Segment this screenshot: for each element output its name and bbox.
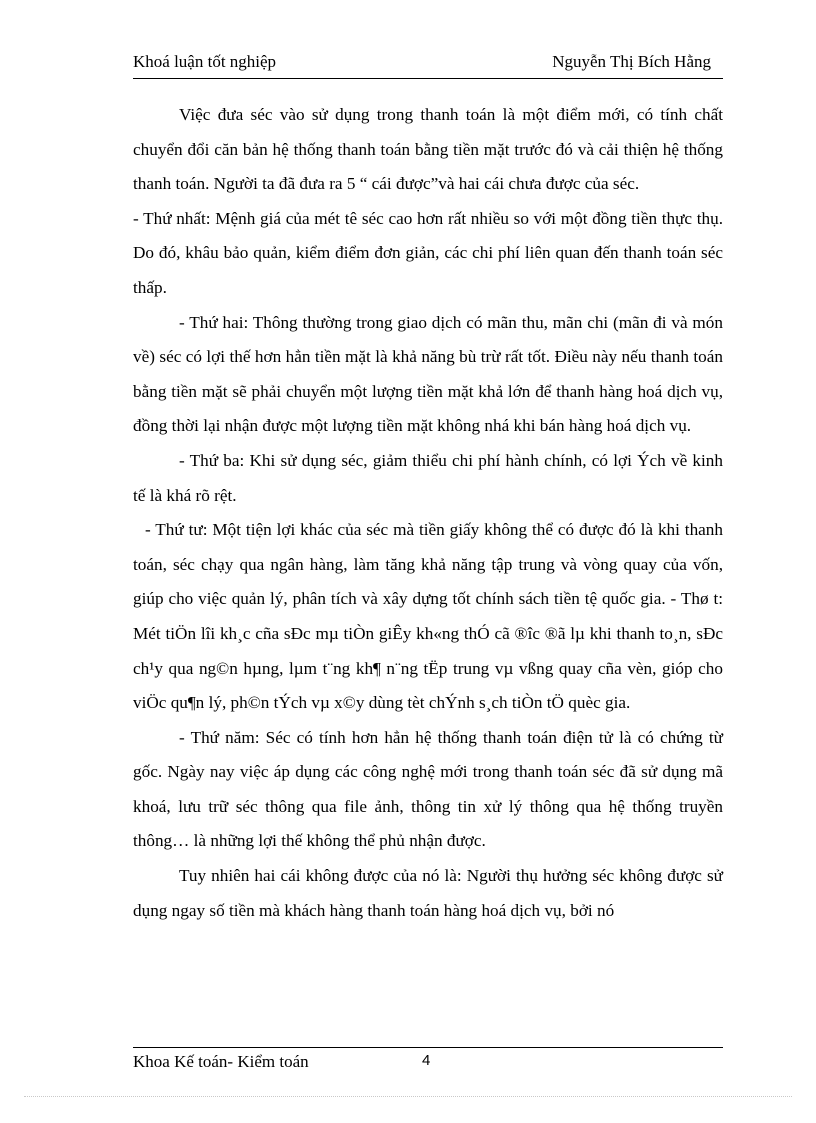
page-footer (133, 1047, 723, 1076)
paragraph-third: - Thứ ba: Khi sử dụng séc, giảm thiểu chi phí hành chính, có lợi Ých về kinh tế là khá rõ rệt. (133, 450, 723, 505)
page-edge-divider (24, 1096, 792, 1097)
footer-department: Khoa Kế toán- Kiểm toán (133, 1052, 309, 1071)
page-header (133, 52, 723, 79)
paragraph-drawbacks: Tuy nhiên hai cái không được của nó là: Người thụ hưởng séc không được sử dụng ngay số tiền mà khách hàng thanh toán hàng hoá dịch vụ, bởi nó (133, 866, 723, 920)
paragraph-second: - Thứ hai: Thông thường trong giao dịch có mãn thu, mãn chi (mãn đi và món về) séc có lợi thế hơn hẳn tiền mặt là khả năng bù trừ rất tốt. Điều này nếu thanh toán bằng tiền mặt sẽ phải chuyển một lượng tiền mặt khả lớn để thanh hàng hoá dịch vụ, đồng thời lại nhận được một lượng tiền mặt không nhá khi bán hàng hoá dịch vụ. (133, 312, 723, 436)
document-body (133, 98, 723, 928)
header-document-title: Khoá luận tốt nghiệp (133, 52, 277, 71)
page-number: 4 (422, 1052, 431, 1069)
paragraph-fifth: - Thứ năm: Séc có tính hơn hẳn hệ thống thanh toán điện tử là có chứng từ gốc. Ngày nay việc áp dụng các công nghệ mới trong thanh toán séc đã sử dụng mã khoá, lưu trữ séc thông qua file ảnh, thông tin xử lý thông qua hệ thống truyền thông… là những lợi thế không thể phủ nhận được. (133, 727, 723, 851)
header-author-name: Nguyễn Thị Bích Hằng (552, 52, 711, 71)
paragraph-first: - Thứ nhất: Mệnh giá của mét tê séc cao hơn rất nhiều so với một đồng tiền thực thụ. Do đó, khâu bảo quản, kiểm điểm đơn giản, các chi phí liên quan đến thanh toán séc thấp. (133, 208, 723, 297)
paragraph-intro: Việc đưa séc vào sử dụng trong thanh toán là một điểm mới, có tính chất chuyển đổi căn bản hệ thống thanh toán bằng tiền mặt trước đó và cải thiện hệ thống thanh toán. Người ta đã đưa ra 5 “ cái được”và hai cái chưa được của séc. (133, 105, 723, 194)
paragraph-fourth: - Thứ tư: Một tiện lợi khác của séc mà tiền giấy không thể có được đó là khi thanh toán, séc chạy qua ngân hàng, làm tăng khả năng tập trung và vòng quay của vốn, giúp cho việc quản lý, phân tích và xây dựng tốt chính sách tiền tệ quốc gia. - Thø t: Mét tiÖn lîi kh¸c cña sÐc mµ tiÒn giÊy kh«ng thÓ cã ®îc ®ã lµ khi thanh to¸n, sÐc ch¹y qua ng©n hµng, lµm t¨ng kh¶ n¨ng tËp trung vµ vßng quay cña vèn, gióp cho viÖc qu¶n lý, ph©n tÝch vµ x©y dùng tèt chÝnh s¸ch tiÒn tÖ quèc gia. (133, 520, 723, 713)
